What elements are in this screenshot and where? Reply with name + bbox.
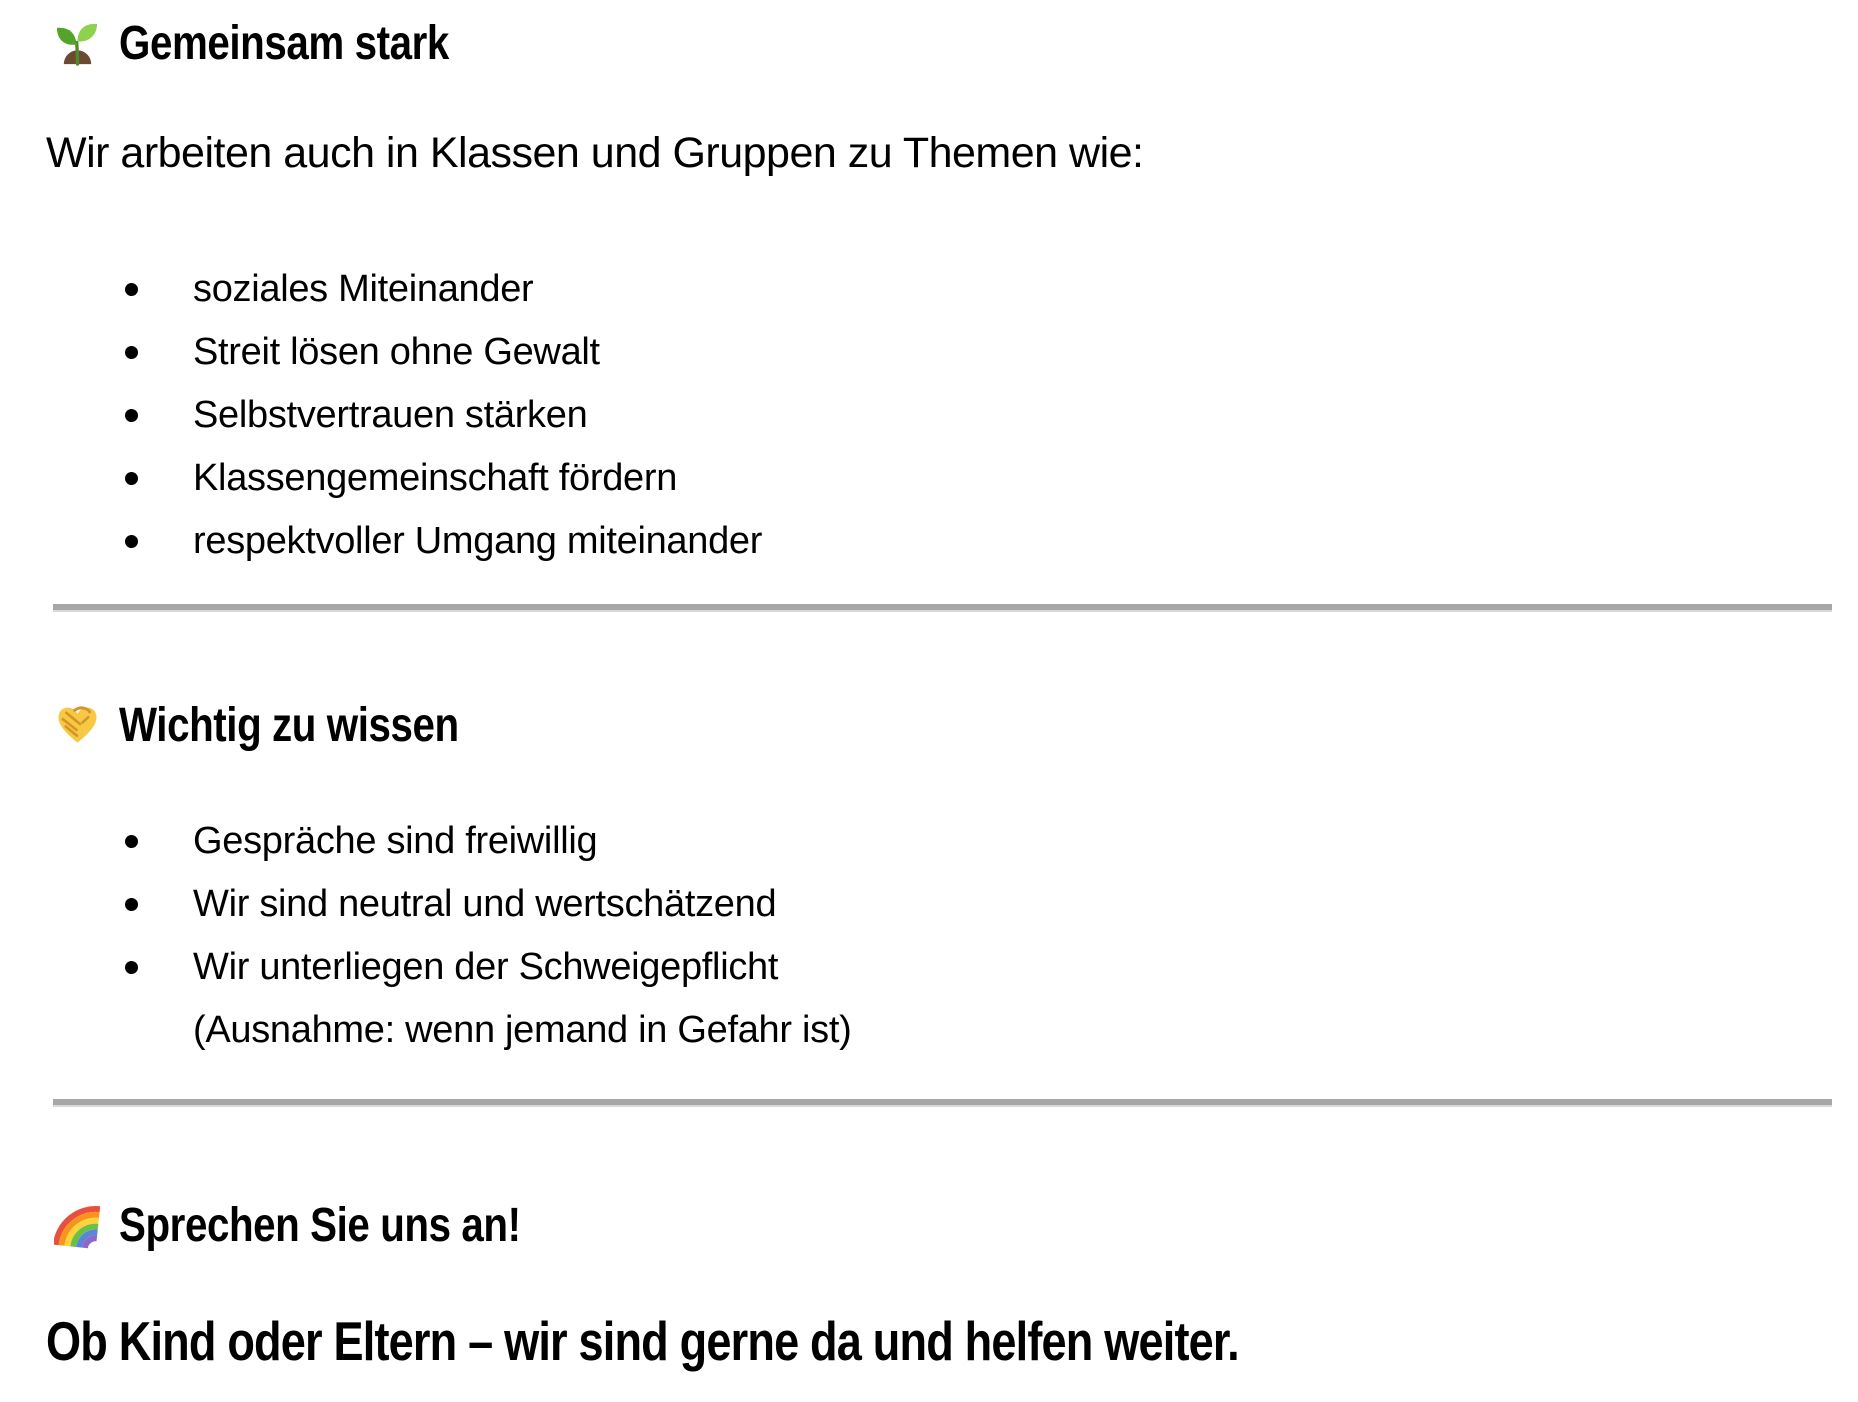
seedling-icon xyxy=(54,20,101,67)
section-heading-sprechen-sie-uns-an xyxy=(54,1200,597,1250)
list-item-label: Wir unterliegen der Schweigepflicht xyxy=(193,946,779,988)
list-item xyxy=(0,936,1858,1062)
list-item-label: Wir sind neutral und wertschätzend xyxy=(193,883,777,925)
bullet-list-themes xyxy=(0,258,1858,573)
bullet-list-wissen xyxy=(0,810,1858,1062)
section-heading-gemeinsam-stark xyxy=(54,18,512,68)
closing-statement: Ob Kind oder Eltern – wir sind gerne da und helfen weiter. xyxy=(46,1310,1239,1372)
rainbow-icon xyxy=(54,1202,101,1249)
list-item xyxy=(0,447,1858,510)
intro-paragraph: Wir arbeiten auch in Klassen und Gruppen zu Themen wie: xyxy=(46,129,1144,177)
section-title: Sprechen Sie uns an! xyxy=(119,1198,521,1252)
list-item xyxy=(0,873,1858,936)
list-item xyxy=(0,384,1858,447)
list-item-label: respektvoller Umgang miteinander xyxy=(193,520,763,562)
section-title: Gemeinsam stark xyxy=(119,16,449,70)
section-title: Wichtig zu wissen xyxy=(119,698,459,752)
list-item xyxy=(0,510,1858,573)
handshake-icon xyxy=(54,702,101,749)
list-item xyxy=(0,321,1858,384)
list-item-label: soziales Miteinander xyxy=(193,268,534,310)
list-item-note: (Ausnahme: wenn jemand in Gefahr ist) xyxy=(193,1009,852,1051)
list-item-label: Gespräche sind freiwillig xyxy=(193,820,598,862)
section-divider xyxy=(53,1099,1832,1107)
section-divider xyxy=(53,604,1832,612)
section-heading-wichtig-zu-wissen xyxy=(54,700,523,750)
list-item xyxy=(0,810,1858,873)
list-item-label: Selbstvertrauen stärken xyxy=(193,394,588,436)
list-item-label: Streit lösen ohne Gewalt xyxy=(193,331,600,373)
list-item xyxy=(0,258,1858,321)
list-item-label: Klassengemeinschaft fördern xyxy=(193,457,678,499)
